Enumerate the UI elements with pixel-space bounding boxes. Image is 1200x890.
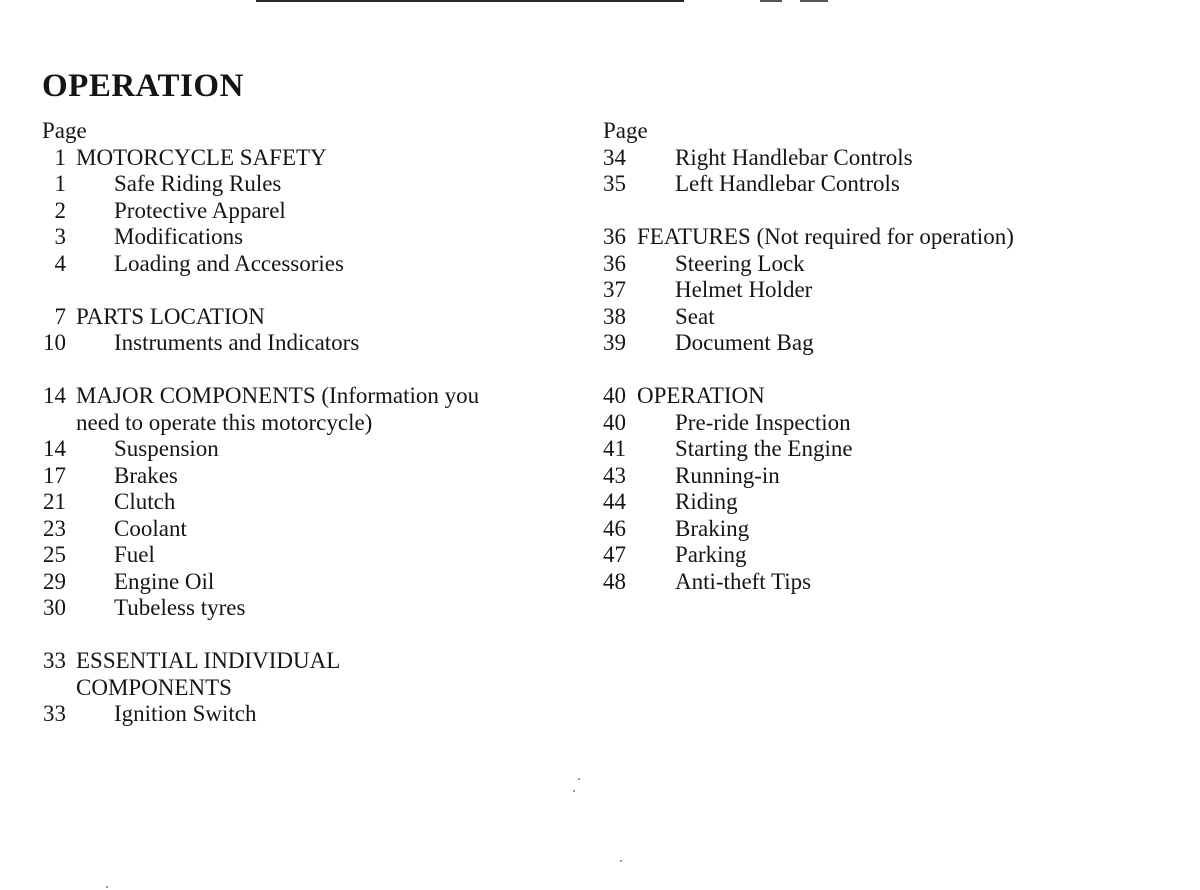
toc-item-title: Pre-ride Inspection [675, 409, 851, 435]
toc-item-row [603, 171, 1163, 198]
toc-item-row [42, 436, 572, 463]
toc-item-row [42, 198, 572, 225]
toc-item-title: Left Handlebar Controls [675, 171, 900, 196]
toc-item-title: Suspension [114, 436, 219, 461]
toc-page-number: 30 [43, 595, 66, 620]
toc-item-title: Anti-theft Tips [675, 568, 812, 594]
toc-item-row [603, 304, 1163, 331]
toc-page-number: 46 [603, 515, 626, 541]
toc-section-row [42, 145, 572, 172]
toc-page-number: 37 [603, 277, 626, 302]
toc-page-number: 33 [43, 701, 66, 726]
toc-item-row [42, 595, 572, 622]
toc-item-row [603, 251, 1163, 278]
toc-item-row [603, 516, 1163, 543]
toc-page-number: 41 [603, 436, 626, 461]
toc-item-row [603, 277, 1163, 304]
toc-page-number: 25 [43, 542, 66, 567]
toc-item-row [42, 171, 572, 198]
toc-page-number: 47 [603, 542, 626, 567]
toc-header-row [42, 118, 572, 145]
toc-page-number: 1 [54, 144, 66, 170]
toc-spacer [42, 277, 572, 304]
toc-page-number: 17 [43, 462, 66, 488]
toc-section-row [603, 224, 1163, 251]
toc-item-row [42, 542, 572, 569]
page-column-header: Page [603, 118, 648, 143]
toc-section-title: MAJOR COMPONENTS (Information you [76, 383, 480, 408]
toc-item-title: Running-in [675, 462, 780, 488]
toc-item-title: Safe Riding Rules [114, 171, 282, 196]
toc-item-title: Protective Apparel [114, 197, 286, 223]
scan-speck [620, 860, 622, 862]
toc-item-row [603, 463, 1163, 490]
toc-page-number: 29 [43, 568, 66, 594]
toc-page-number: 34 [603, 144, 626, 170]
toc-item-row [603, 145, 1163, 172]
toc-item-row [42, 463, 572, 490]
toc-section-title: ESSENTIAL INDIVIDUAL [76, 648, 341, 673]
toc-section-title: FEATURES (Not required for operation) [637, 224, 1014, 249]
toc-item-title: Brakes [114, 462, 178, 488]
scan-speck [578, 778, 580, 780]
toc-section-row [42, 648, 572, 675]
toc-page-number: 4 [54, 250, 66, 276]
toc-section-title: OPERATION [637, 383, 765, 408]
toc-page-number: 38 [603, 303, 626, 329]
scan-speck [106, 886, 108, 888]
toc-item-title: Starting the Engine [675, 436, 853, 461]
toc-page-number: 14 [43, 436, 66, 461]
toc-page-number: 7 [54, 303, 66, 329]
toc-item-title: Braking [675, 515, 750, 541]
toc-item-title: Tubeless tyres [114, 595, 246, 620]
toc-item-title: Engine Oil [114, 568, 215, 594]
toc-item-row [603, 330, 1163, 357]
toc-page-number: 40 [603, 409, 626, 435]
toc-page-number: 36 [603, 250, 626, 276]
toc-page-number: 10 [43, 330, 66, 355]
toc-item-row [603, 410, 1163, 437]
toc-page-number: 48 [603, 568, 626, 594]
toc-page-number: 43 [603, 462, 626, 488]
toc-section-row [42, 304, 572, 331]
toc-item-row [42, 516, 572, 543]
toc-item-row [42, 489, 572, 516]
toc-item-title: Ignition Switch [114, 701, 257, 726]
toc-section-row [42, 383, 572, 410]
toc-item-row [603, 569, 1163, 596]
toc-continuation-row [42, 675, 572, 702]
toc-section-title: PARTS LOCATION [76, 303, 265, 329]
toc-item-row [42, 251, 572, 278]
toc-page-number: 44 [603, 489, 626, 514]
toc-page-number: 3 [54, 224, 66, 249]
toc-item-title: Modifications [114, 224, 244, 249]
toc-item-title: Right Handlebar Controls [675, 144, 913, 170]
toc-item-row [42, 330, 572, 357]
toc-page-number: 40 [603, 383, 626, 408]
toc-page-number: 36 [603, 224, 626, 249]
toc-item-row [42, 224, 572, 251]
scan-speck [573, 790, 575, 792]
toc-section-row [603, 383, 1163, 410]
toc-left-column [42, 118, 572, 728]
toc-spacer [42, 357, 572, 384]
toc-page-number: 21 [43, 489, 66, 514]
toc-page-number: 23 [43, 515, 66, 541]
top-rule [256, 0, 684, 2]
toc-item-title: Riding [675, 489, 738, 514]
toc-item-title: Clutch [114, 489, 176, 514]
toc-item-row [603, 542, 1163, 569]
toc-item-title: Instruments and Indicators [114, 330, 360, 355]
toc-item-title: Helmet Holder [675, 277, 813, 302]
toc-item-title: Document Bag [675, 330, 814, 355]
toc-page-number: 35 [603, 171, 626, 196]
toc-item-title: Steering Lock [675, 250, 805, 276]
toc-item-title: Loading and Accessories [114, 250, 344, 276]
toc-item-row [42, 569, 572, 596]
toc-item-title: Seat [675, 303, 715, 329]
toc-page-number: 14 [43, 383, 66, 408]
toc-header-row [603, 118, 1163, 145]
toc-spacer [42, 622, 572, 649]
toc-entry-text: need to operate this motorcycle) [76, 409, 373, 435]
toc-page-number: 33 [43, 648, 66, 673]
page-title: OPERATION [42, 68, 244, 104]
toc-item-title: Coolant [114, 515, 187, 541]
toc-page-number: 39 [603, 330, 626, 355]
top-mark [800, 0, 828, 2]
toc-continuation-row [42, 410, 572, 437]
toc-section-title: MOTORCYCLE SAFETY [76, 144, 327, 170]
toc-item-row [42, 701, 572, 728]
toc-right-column [603, 118, 1163, 595]
toc-page-number: 1 [54, 171, 66, 196]
page-column-header: Page [42, 118, 87, 143]
toc-entry-text: COMPONENTS [76, 674, 232, 700]
toc-spacer [603, 357, 1163, 384]
toc-item-row [603, 489, 1163, 516]
toc-item-title: Fuel [114, 542, 155, 567]
top-mark [760, 0, 782, 2]
toc-spacer [603, 198, 1163, 225]
toc-page-number: 2 [54, 197, 66, 223]
toc-item-row [603, 436, 1163, 463]
toc-item-title: Parking [675, 542, 747, 567]
